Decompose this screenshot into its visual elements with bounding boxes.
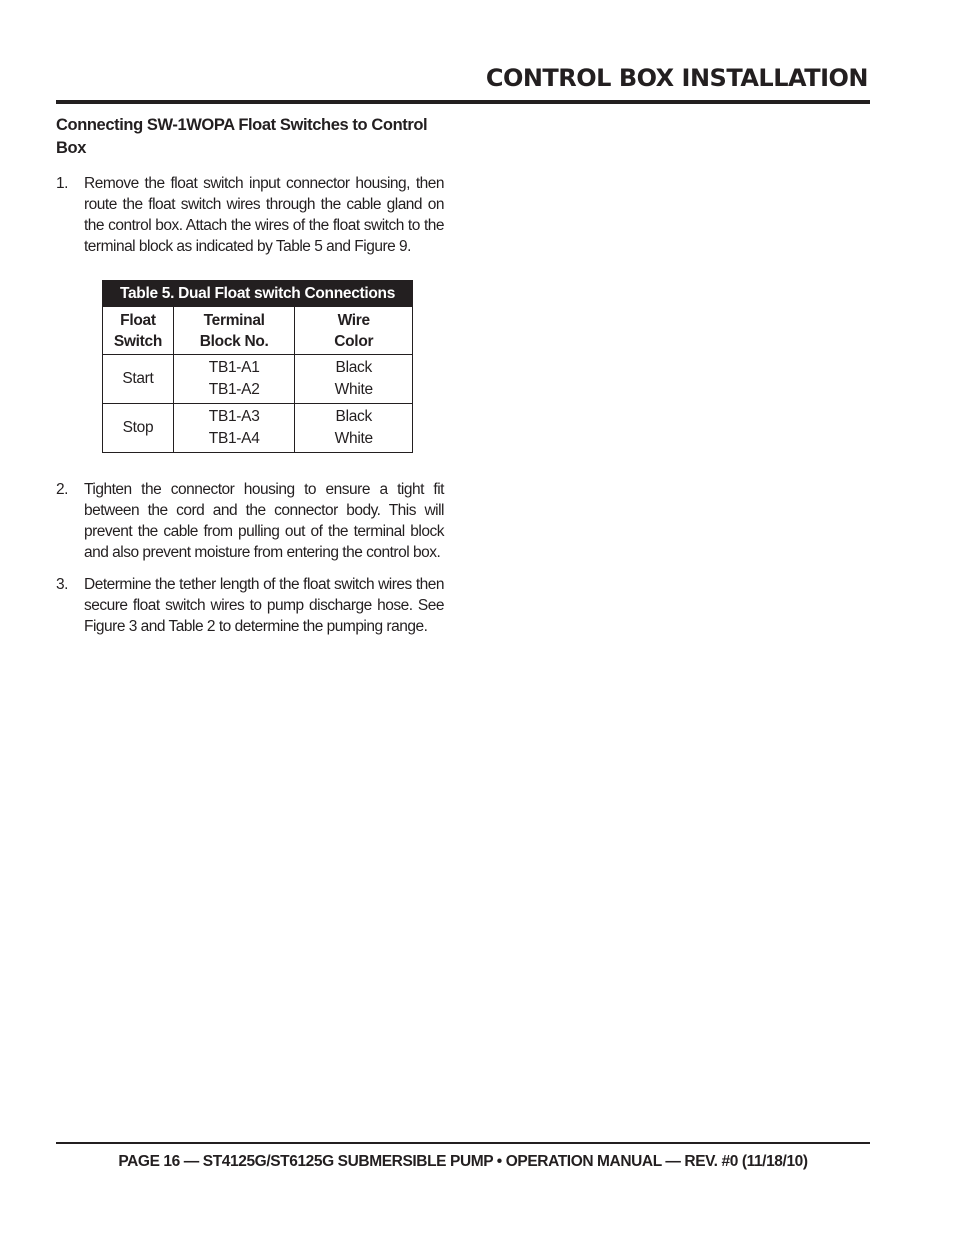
table-row <box>103 404 413 453</box>
step-number: 3. <box>56 576 68 593</box>
page-section-title: CONTROL BOX INSTALLATION <box>485 64 868 92</box>
float-connections-table <box>102 280 413 453</box>
step-1 <box>56 173 444 257</box>
header-line: Block No. <box>199 332 269 350</box>
step-text: Remove the float switch input connector housing, then route the float switch wires through the cable gland on the control box. Attach the wires of the float switch to the terminal block as indicated by Table 5 and Figure 9. <box>84 175 444 255</box>
column-header-wire-color <box>295 307 413 355</box>
color-value: Black <box>335 408 372 425</box>
terminal-cell <box>173 404 295 453</box>
color-value: Black <box>335 359 372 376</box>
color-value: White <box>334 430 373 447</box>
table-caption: Table 5. Dual Float switch Connections <box>103 281 413 307</box>
header-rule <box>56 100 870 104</box>
float-switch-cell: Start <box>103 355 174 404</box>
sub-heading: Connecting SW-1WOPA Float Switches to Control Box <box>56 116 428 157</box>
header-line: Color <box>334 332 374 350</box>
header-line: Float <box>120 311 156 329</box>
step-number: 1. <box>56 175 68 192</box>
page-footer: PAGE 16 — ST4125G/ST6125G SUBMERSIBLE PUMP • OPERATION MANUAL — REV. #0 (11/18/10) <box>118 1153 808 1170</box>
terminal-value: TB1-A4 <box>208 430 260 447</box>
step-2 <box>56 479 444 563</box>
footer-rule <box>56 1142 870 1144</box>
step-3 <box>56 574 444 637</box>
color-cell <box>295 404 413 453</box>
header-line: Wire <box>337 311 370 329</box>
color-cell <box>295 355 413 404</box>
column-header-float-switch <box>103 307 174 355</box>
column-header-terminal-block <box>173 307 295 355</box>
terminal-value: TB1-A1 <box>208 359 260 376</box>
float-switch-cell: Stop <box>103 404 174 453</box>
color-value: White <box>334 381 373 398</box>
step-number: 2. <box>56 481 68 498</box>
terminal-value: TB1-A3 <box>208 408 260 425</box>
terminal-cell <box>173 355 295 404</box>
header-line: Terminal <box>203 311 265 329</box>
terminal-value: TB1-A2 <box>208 381 260 398</box>
header-line: Switch <box>113 332 162 350</box>
step-text: Determine the tether length of the float switch wires then secure float switch wires to pump discharge hose. See Figure 3 and Table 2 to determine the pumping range. <box>84 576 444 635</box>
step-text: Tighten the connector housing to ensure a tight fit between the cord and the connector body. This will prevent the cable from pulling out of the terminal block and also prevent moisture from entering the control box. <box>84 481 444 561</box>
table-row <box>103 355 413 404</box>
